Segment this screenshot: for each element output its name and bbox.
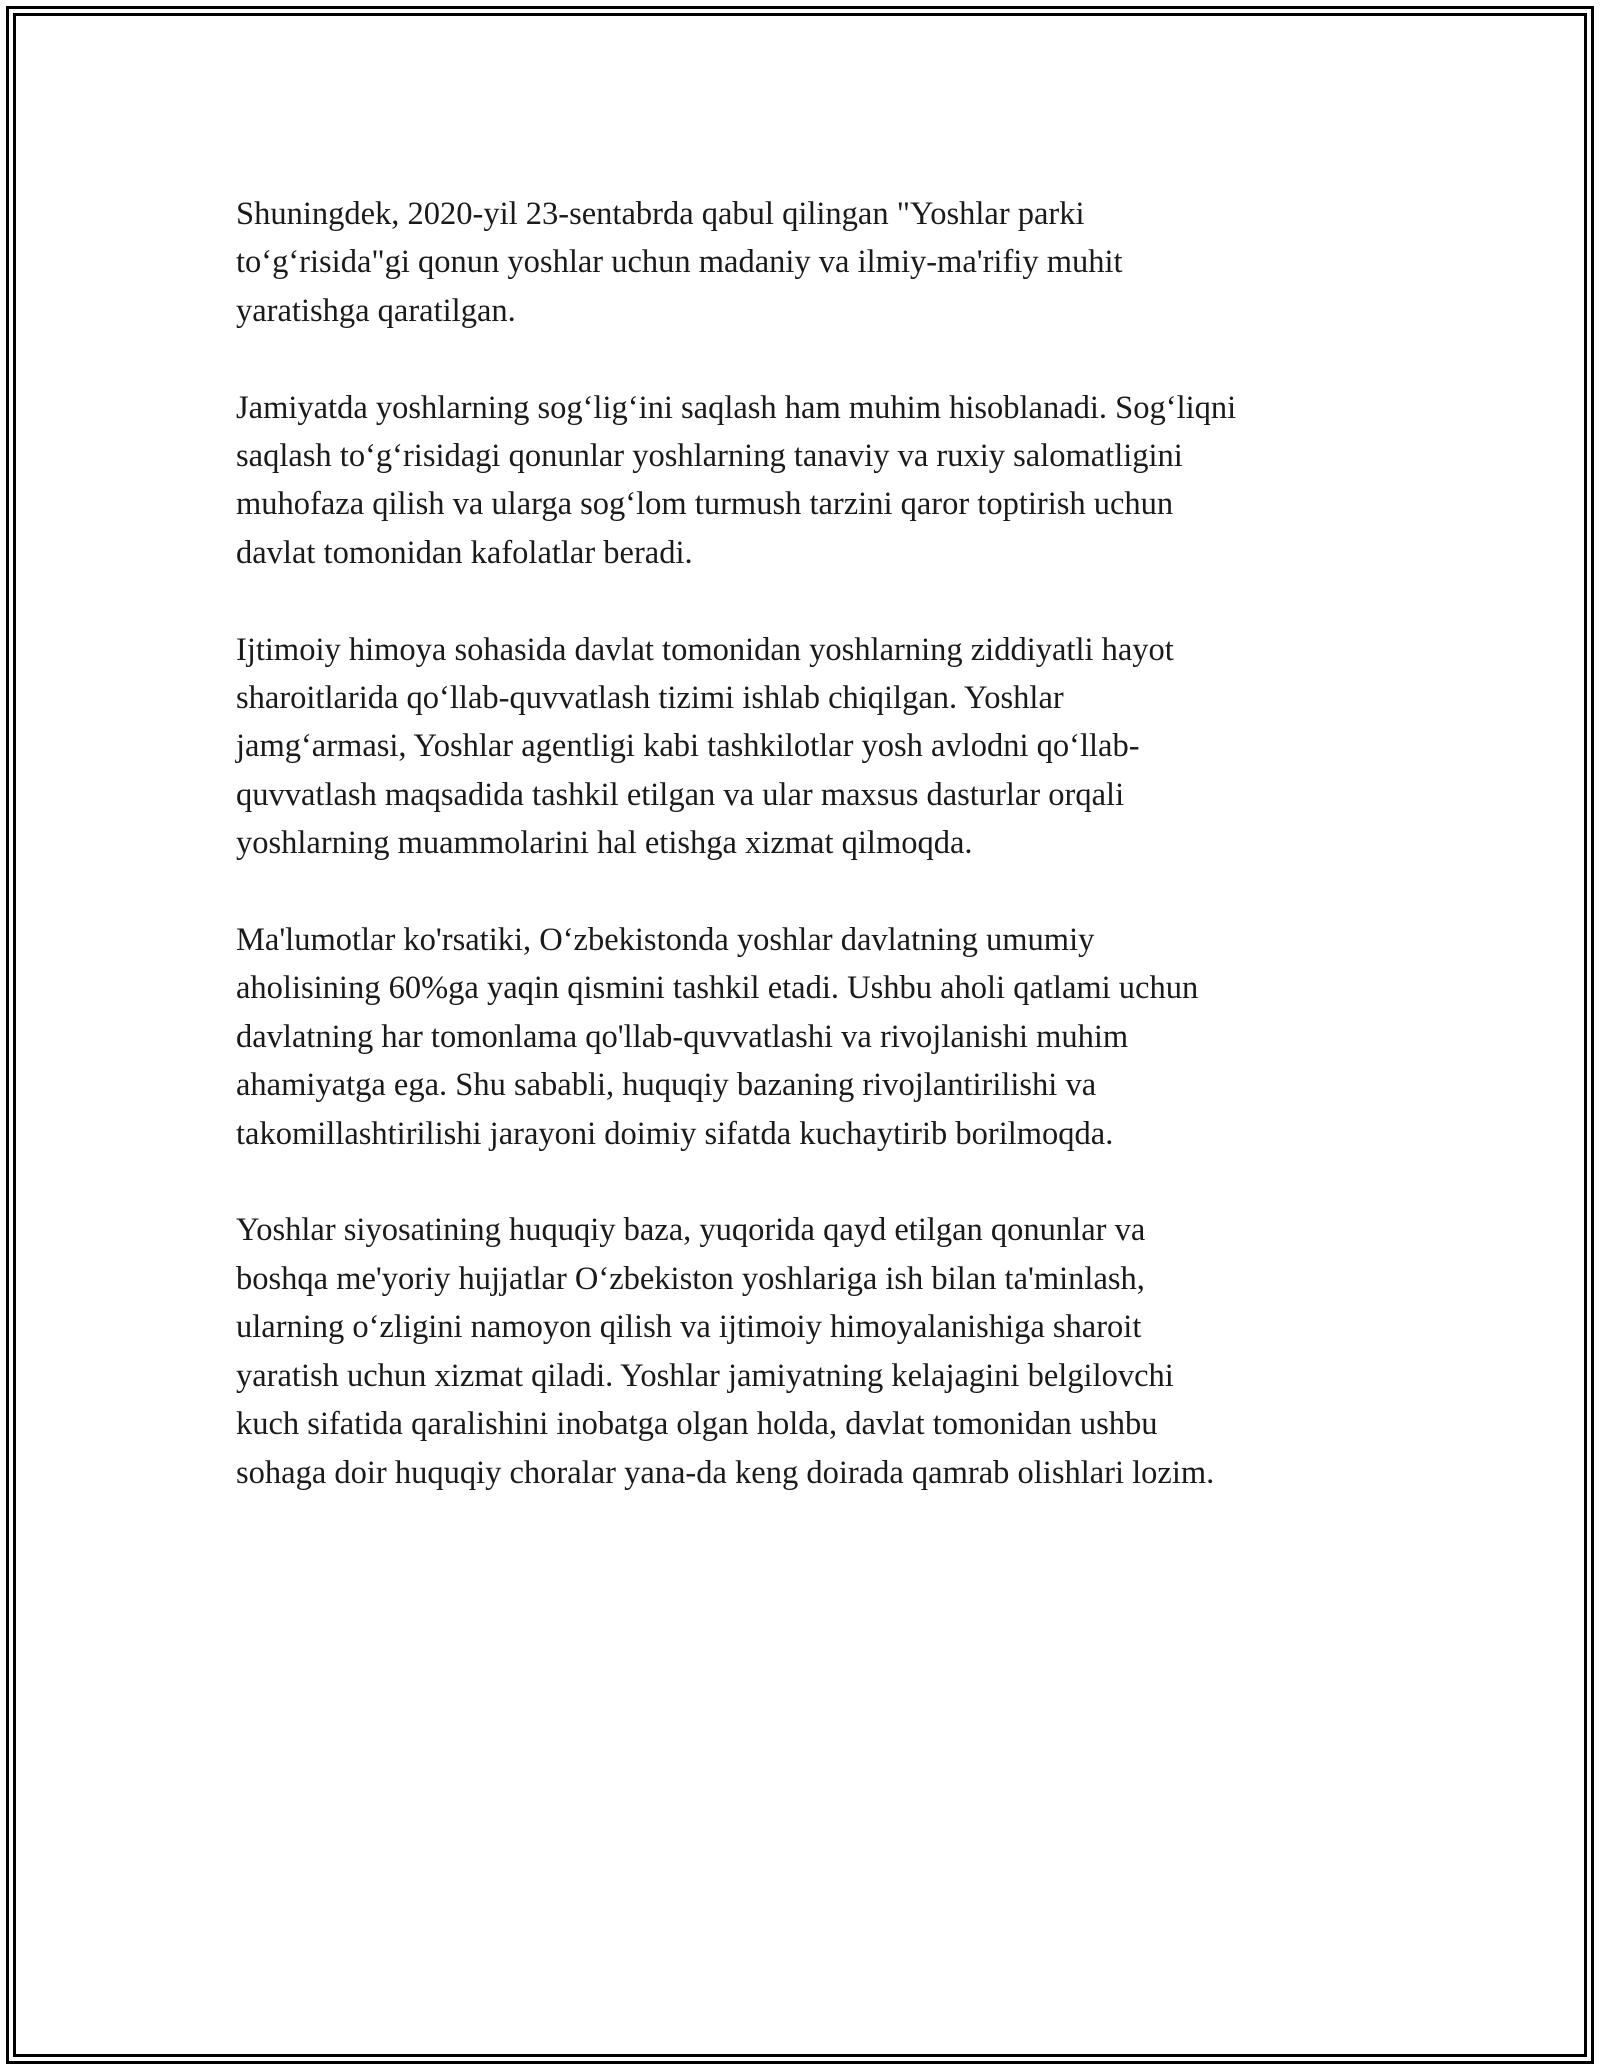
paragraph (236, 190, 1386, 335)
text-line: aholisining 60%ga yaqin qismini tashkil etadi. Ushbu aholi qatlami uchun (236, 970, 1199, 1007)
text-line: muhofaza qilish va ularga sog‘lom turmush tarzini qaror toptirish uchun (236, 486, 1174, 523)
text-line: boshqa me'yoriy hujjatlar O‘zbekiston yoshlariga ish bilan ta'minlash, (236, 1260, 1145, 1297)
paragraph (236, 916, 1386, 1158)
text-line: Ijtimoiy himoya sohasida davlat tomonidan yoshlarning ziddiyatli hayot (236, 631, 1174, 668)
text-line: ahamiyatga ega. Shu sababli, huquqiy bazaning rivojlantirilishi va (236, 1067, 1097, 1104)
text-line: Jamiyatda yoshlarning sog‘lig‘ini saqlash ham muhim hisoblanadi. Sog‘liqni (236, 389, 1237, 426)
text-line: yaratish uchun xizmat qiladi. Yoshlar jamiyatning kelajagini belgilovchi (236, 1357, 1174, 1394)
text-line: to‘g‘risida"gi qonun yoshlar uchun madaniy va ilmiy-ma'rifiy muhit (236, 244, 1123, 281)
text-line: davlat tomonidan kafolatlar beradi. (236, 534, 693, 571)
text-line: saqlash to‘g‘risidagi qonunlar yoshlarning tanaviy va ruxiy salomatligini (236, 438, 1183, 475)
paragraph (236, 1206, 1386, 1496)
text-line: Yoshlar siyosatining huquqiy baza, yuqorida qayd etilgan qonunlar va (236, 1212, 1146, 1249)
text-line: sohaga doir huquqiy choralar yana-da keng doirada qamrab olishlari lozim. (236, 1454, 1215, 1491)
text-line: jamg‘armasi, Yoshlar agentligi kabi tashkilotlar yosh avlodni qo‘llab- (236, 728, 1140, 765)
text-line: kuch sifatida qaralishini inobatga olgan holda, davlat tomonidan ushbu (236, 1406, 1158, 1443)
text-line: Shuningdek, 2020-yil 23-sentabrda qabul qilingan "Yoshlar parki (236, 196, 1085, 232)
text-line: ularning o‘zligini namoyon qilish va ijtimoiy himoyalanishiga sharoit (236, 1309, 1142, 1346)
text-line: quvvatlash maqsadida tashkil etilgan va ular maxsus dasturlar orqali (236, 776, 1125, 813)
paragraph (236, 626, 1386, 868)
paragraph (236, 384, 1386, 578)
text-line: Ma'lumotlar ko'rsatiki, O‘zbekistonda yoshlar davlatning umumiy (236, 922, 1095, 959)
document-body (236, 190, 1386, 1545)
text-line: takomillashtirilishi jarayoni doimiy sifatda kuchaytirib borilmoqda. (236, 1115, 1114, 1152)
text-line: yoshlarning muammolarini hal etishga xizmat qilmoqda. (236, 825, 973, 862)
text-line: yaratishga qaratilgan. (236, 292, 516, 329)
text-line: davlatning har tomonlama qo'llab-quvvatlashi va rivojlanishi muhim (236, 1018, 1129, 1055)
text-line: sharoitlarida qo‘llab-quvvatlash tizimi ishlab chiqilgan. Yoshlar (236, 680, 1064, 717)
